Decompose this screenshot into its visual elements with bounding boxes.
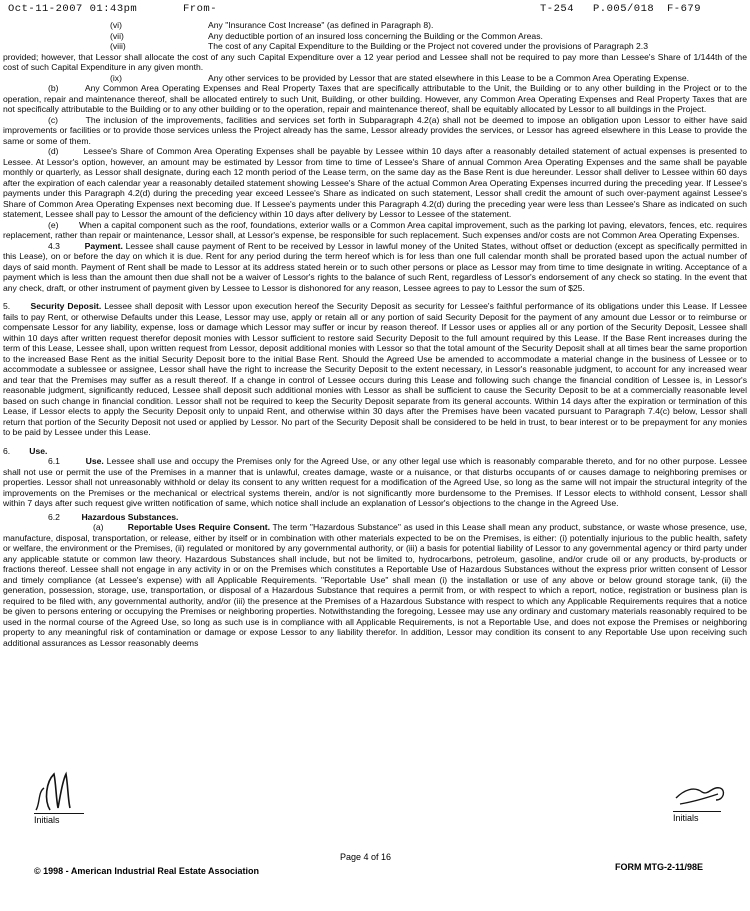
para-6-2-a: (a) Reportable Uses Require Consent. The term "Hazardous Substance" as used in this Lease shall mean any product, substance, or waste whose presence, use, manufacture, disposal, transportation, or release, either by itself or in combination with other materials expected to be on the Premises, is either: (i) potentially injurious to the public health, safety or welfare, the environment or the Premises, (ii) regulated or monitored by any governmental authority, or (iii) a basis for potential liability of Lessor to any governmental agency or third party under any applicable statute or common law theory. Hazardous Substances shall include, but not be limited to, hydrocarbons, petroleum, gasoline, and/or crude oil or any products, by-products or fractions thereof. Lessee shall not engage in any activity in or on the Premises which constitutes a Reportable Use of Hazardous Substances without the express prior written consent of Lessor and timely compliance (at Lessee's expense) with all Applicable Requirements. "Reportable Use" shall mean (i) the installation or use of any above or below ground storage tank, (ii) the generation, possession, storage, use, transportation, or disposal of a Hazardous Substance that requires a permit from, or with respect to which a report, notice, registration or business plan is required to be filed with, any governmental authority, and/or (iii) the presence at the Premises of a Hazardous Substance with respect to which any Applicable Requirements requires that a notice be given to persons entering or occupying the Premises or neighboring properties. Notwithstanding the foregoing, Lessee may use any ordinary and customary materials reasonably required to be used in the normal course of the Agreed Use, so long as such use is in compliance with all Applicable Requirements, is not a Reportable Use, and does not expose the Premises or neighboring property to any meaningful risk of contamination or damage or expose Lessor to any liability therefor. In addition, Lessor may condition its consent to any Reportable Use upon receiving such additional assurances as Lessor reasonably deems: [3, 522, 747, 648]
copyright-notice: © 1998 - American Industrial Real Estate Association: [34, 866, 260, 876]
fax-date-time: Oct-11-2007 01:43pm: [8, 3, 138, 15]
form-number: FORM MTG-2-11/98E: [615, 862, 704, 872]
item-vi: (vi) Any "Insurance Cost Increase" (as defined in Paragraph 8).: [110, 20, 434, 30]
item-viii: (viii) The cost of any Capital Expenditure to the Building or the Project not covered under the provisions of Paragraph 2.3: [110, 41, 648, 51]
fax-job: T-254: [540, 3, 575, 15]
para-4-2-e: (e) When a capital component such as the roof, foundations, exterior walls or a Common Area capital improvement, such as the parking lot paving, elevators, fences, etc. requires replacement, rather than repair or maintenance, Lessor shall, at Lessor's expense, be responsible for such replacement. Such expenses and/or costs are not Common Area Operating Expenses.: [3, 219, 747, 240]
fax-pages: P.005/018: [593, 3, 655, 15]
lessor-initials-label: Initials: [673, 811, 721, 823]
item-vii: (vii) Any deductible portion of an insured loss concerning the Building or the Common Areas.: [110, 30, 543, 41]
para-4-3-title: Payment.: [84, 240, 123, 251]
item-ix: (ix) Any other services to be provided by Lessor that are stated elsewhere in this Lease to be a Common Area Operating Expense.: [110, 72, 690, 83]
para-5: 5. Security Deposit. Lessee shall deposit with Lessor upon execution hereof the Security Deposit as security for Lessee's faithful performance of its obligations under this Lease. If Lessee fails to pay Rent, or otherwise Defaults under this Lease, Lessor may use, apply or retain all or any portion of said Security Deposit for the payment of any amount due Lessor or to reimburse or compensate Lessor for any liability, expense, loss or damage which Lessor may suffer or incur by reason thereof. If Lessor uses or applies all or any portion of the Security Deposit, Lessee shall within 10 days after written request therefor deposit monies with Lessor sufficient to restore said Security Deposit to the full amount required by this Lease. If the Base Rent increases during the term of this Lease, Lessee shall, upon written request from Lessor, deposit additional monies with Lessor so that the total amount of the Security Deposit shall at all times bear the same proportion to the increased Base Rent as the initial Security Deposit bore to the initial Base Rent. Should the Agreed Use be amended to accommodate a material change in the business of Lessee or to accommodate a sublessee or assignee, Lessor shall have the right to increase the Security Deposit to the extent necessary, in Lessor's reasonable judgment, to account for any increased wear and tear that the Premises may suffer as a result thereof. If a change in control of Lessee occurs during this Lease and following such change the financial condition of Lessee is, in Lessor's reasonable judgment, significantly reduced, Lessee shall deposit such additional monies with Lessor as shall be sufficient to cause the Security Deposit to be at a commercially reasonable level based on such change in financial condition. Lessor shall not be required to keep the Security Deposit separate from its general accounts. Within 14 days after the expiration or termination of this Lease, if Lessor elects to apply the Security Deposit only to unpaid Rent, and otherwise within 30 days after the Premises have been vacated pursuant to Paragraph 7.4(c) below, Lessor shall return that portion of the Security Deposit not used or applied by Lessor. No part of the Security Deposit shall be considered to be held in trust, to bear interest or to be prepayment for any monies to be paid by Lessee under this Lease.: [3, 301, 748, 437]
page-number: Page 4 of 16: [340, 852, 392, 862]
lease-body: [3, 20, 747, 648]
para-4-2-d: (d) Lessee's Share of Common Area Operating Expenses shall be payable by Lessee within 10 days after a reasonably detailed statement of actual expenses is presented to Lessee. At Lessor's option, however, an amount may be estimated by Lessor from time to time of Lessee's Share of annual Common Area Operating Expenses and the same shall be payable monthly or quarterly, as Lessor shall designate, during each 12 month period of the Lease term, on the same day as the Base Rent is due hereunder. Lessor shall deliver to Lessee within 60 days after the expiration of each calendar year a reasonably detailed statement showing Lessee's Share of the actual Common Area Operating Expenses incurred during the preceding year. If Lessee's payments under this Paragraph 4.2(d) during the preceding year exceed Lessee's Share as indicated on such statement, Lessor shall credit the amount of such over-payment against Lessee's Share of Common Area Operating Expenses next becoming due. If Lessee's payments under this Paragraph 4.2(d) during the preceding year were less than Lessee's Share as indicated on such statement, Lessee shall pay to Lessor the amount of the deficiency within 10 days after delivery by Lessor to Lessee of the statement.: [3, 146, 747, 219]
fax-from: From-: [183, 3, 218, 15]
item-viii-continuation: provided; however, that Lessor shall allocate the cost of any such Capital Expenditure over a 12 year period and Lessee shall not be required to pay more than Lessee's Share of 1/144th of the cost of such Capital Expenditure in any given month.: [3, 51, 747, 72]
para-4-2-b: (b) Any Common Area Operating Expenses and Real Property Taxes that are specifically attributable to the Unit, the Building or to any other building in the Project or to the operation, repair and maintenance thereof, shall be allocated entirely to such Unit, Building, or other building. However, any Common Area Operating Expenses and Real Property Taxes that are not specifically attributable to the Building or to any other building or to the operation, repair and maintenance thereof, shall be equitably allocated by Lessor to all buildings in the Project.: [3, 83, 747, 114]
para-6-2-heading: 6.2 Hazardous Substances.: [48, 511, 179, 522]
para-6-1: 6.1 Use. Lessee shall use and occupy the Premises only for the Agreed Use, or any other legal use which is reasonably comparable thereto, and for no other purpose. Lessee shall not use or permit the use of the Premises in a manner that is unlawful, creates damage, waste or a nuisance, or that disturbs occupants of or causes damage to neighboring premises or properties. Lessor shall not unreasonably withhold or delay its consent to any written request for a modification of the Agreed Use, so long as the same will not impair the structural integrity of the improvements on the Premises or the mechanical or electrical systems therein, and/or is not significantly more burdensome to the Premises. If Lessor elects to withhold consent, Lessor shall within 7 days after such request give written notification of same, which notice shall include an explanation of Lessor's objections to the change in the Agreed Use.: [3, 456, 747, 508]
para-4-3: 4.3 Payment. Lessee shall cause payment of Rent to be received by Lessor in lawful money of the United States, without offset or deduction (except as specifically permitted in this Lease), on or before the day on which it is due. Rent for any period during the term hereof which is for less than one full calendar month shall be prorated based upon the actual number of days of said month. Payment of Rent shall be made to Lessor at its address stated herein or to such other persons or place as Lessor may from time to time designate in writing. Acceptance of a payment which is less than the amount then due shall not be a waiver of Lessor's rights to the balance of such Rent, regardless of Lessor's endorsement of any check so stating. In the event that any check, draft, or other instrument of payment given by Lessee to Lessor is dishonored for any reason, Lessee agrees to pay to Lessor the sum of $25.: [3, 240, 747, 293]
fax-id: F-679: [667, 3, 702, 15]
lessee-initials-label: Initials: [34, 813, 84, 825]
lessee-initials-signature: [30, 770, 100, 816]
para-4-2-c: (c) The inclusion of the improvements, facilities and services set forth in Subparagraph 4.2(a) shall not be deemed to impose an obligation upon Lessor to either have said improvements or facilities or to provide those services unless the Project already has the same, Lessor already provides the services, or Lessor has agreed elsewhere in this Lease to provide the same or some of them.: [3, 114, 747, 146]
lessor-initials-signature: [672, 776, 734, 808]
para-5-title: Security Deposit.: [30, 301, 102, 311]
para-6-1-title: Use.: [85, 456, 104, 466]
para-6-2-a-title: Reportable Uses Require Consent.: [127, 522, 270, 532]
para-6-heading: 6. Use.: [3, 445, 48, 456]
